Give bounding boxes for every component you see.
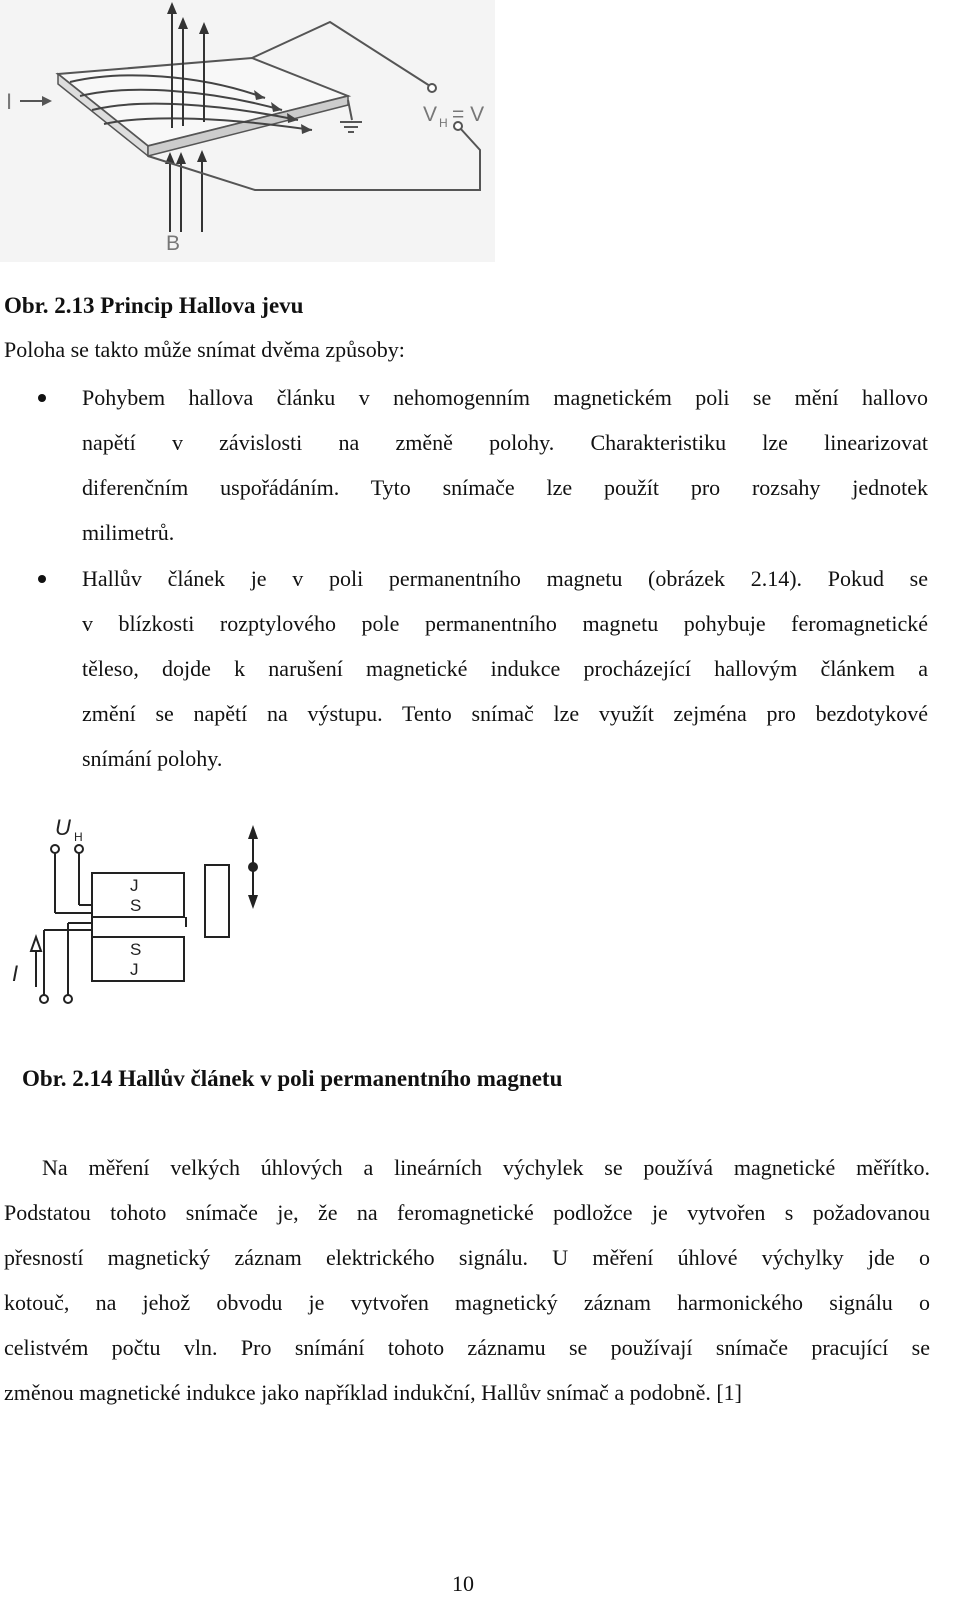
label-hall-voltage-uh-sub: H	[74, 830, 83, 844]
bullet-item-2	[82, 556, 928, 781]
magnet-top-pole-1: J	[130, 876, 139, 895]
bullet-dot-2	[38, 575, 46, 583]
bullet-item-1	[82, 375, 928, 555]
figure-hall-magnet	[0, 805, 300, 1015]
page-number: 10	[452, 1571, 474, 1596]
figure-hall-effect	[0, 0, 500, 265]
bullet-2-line-4: změní se napětí na výstupu. Tento snímač lze využít zejména pro bezdotykové	[82, 701, 928, 726]
bullet-2-line-2: v blízkosti rozptylového pole permanentního magnetu pohybuje feromagnetické	[82, 611, 928, 636]
hall-magnet-diagram	[0, 805, 300, 1015]
figure-caption-2-14: Obr. 2.14 Hallův článek v poli permanentního magnetu	[22, 1066, 563, 1091]
paragraph-line-6: změnou magnetické indukce jako například indukční, Hallův snímač a podobně. [1]	[4, 1380, 742, 1405]
bullet-dot-1	[38, 394, 46, 402]
bullet-2-line-3: těleso, dojde k narušení magnetické indukce procházející hallovým článkem a	[82, 656, 928, 681]
paragraph-line-5: celistvém počtu vln. Pro snímání tohoto záznamu se používají snímače pracující se	[4, 1335, 930, 1360]
label-hall-voltage: V	[423, 103, 438, 126]
label-current: I	[6, 89, 13, 114]
paragraph-line-3: přesností magnetický záznam elektrického signálu. U měření úhlové výchylky jde o	[4, 1245, 930, 1270]
bullet-1-line-3: diferenčním uspořádáním. Tyto snímače lze použít pro rozsahy jednotek	[82, 475, 928, 500]
bullet-1-line-1: Pohybem hallova článku v nehomogenním magnetickém poli se mění hallovo	[82, 385, 928, 410]
figure-caption-2-13: Obr. 2.13 Princip Hallova jevu	[4, 293, 304, 318]
label-hall-voltage-sub: H	[439, 116, 448, 130]
label-hall-voltage-rhs: = V	[452, 103, 485, 126]
paragraph-line-2: Podstatou tohoto snímače je, že na feromagnetické podložce je vytvořen s požadovanou	[4, 1200, 930, 1225]
label-magnetic-field: B	[166, 232, 181, 255]
intro-text: Poloha se takto může snímat dvěma způsoby:	[4, 337, 405, 362]
magnet-bottom-pole-2: J	[130, 960, 139, 979]
bullet-1-line-4: milimetrů.	[82, 520, 175, 545]
bullet-2-line-5: snímání polohy.	[82, 746, 223, 771]
magnet-top-pole-2: S	[130, 896, 142, 915]
bullet-1-line-2: napětí v závislosti na změně polohy. Charakteristiku lze linearizovat	[82, 430, 928, 455]
label-hall-voltage-uh: U	[55, 815, 71, 840]
paragraph-line-1: Na měření velkých úhlových a lineárních výchylek se používá magnetické měřítko.	[42, 1155, 930, 1180]
bullet-2-line-1: Hallův článek je v poli permanentního magnetu (obrázek 2.14). Pokud se	[82, 566, 928, 591]
paragraph-line-4: kotouč, na jehož obvodu je vytvořen magnetický záznam harmonického signálu o	[4, 1290, 930, 1315]
label-current-i: I	[12, 961, 19, 986]
hall-effect-diagram	[0, 0, 500, 265]
magnet-bottom-pole-1: S	[130, 940, 142, 959]
body-paragraph	[4, 1145, 930, 1415]
